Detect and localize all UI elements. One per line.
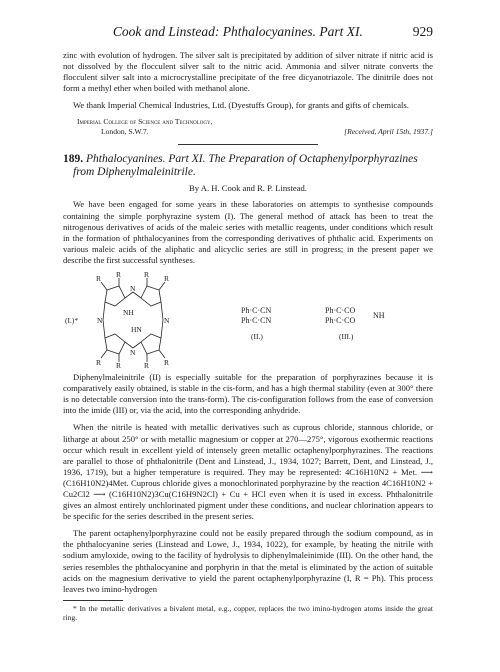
page-number: 929 — [412, 24, 433, 39]
body-paragraph: When the nitrile is heated with metallic derivatives such as cuprous chloride, stannous chloride, or litharge at about 250° or with metallic magnesium or copper at 270—275°, vigorous exothermic reactions occur which result in excellent yield of intensely green metallic octaphenylporphyrazines. The reactions are parallel to those of phthalonitrile (Dent and Linstead, J., 1934, 1027; Barrett, Dent, and Linstead, J., 1936, 1719), but a higher temperature is required. They may be represented: 4C16H10N2 + Met. ⟶ (C16H10N2)4Met. Cuprous chloride gives a monochlorinated porphyrazine by the reaction 4C16H10N2 + Cu2Cl2 ⟶ (C16H10N2)3Cu(C16H9N2Cl) + Cu + HCl even when it is used in excess. Phthalonitrile gives an almost entirely unchlorinated pigment under these conditions, and nuclear chlorination appears to be specific for the series described in the present series. — [63, 422, 433, 522]
imide-nh: NH — [373, 311, 385, 321]
structure-iii — [325, 306, 355, 326]
atom-r: R — [96, 274, 102, 284]
prev-article-paragraph: zinc with evolution of hydrogen. The silver salt is precipitated by addition of silver nitrate if nitric acid is not dissolved by the flocculent silver salt to the nitric acid. Ammonia and silver nitrate converts the flocculent silver salt into a microcrystalline precipitate of the free dicyanotriazole. The dinitrile does not form a methyl ether when boiled with methanol alone. — [63, 50, 433, 94]
chemical-structures — [63, 272, 433, 368]
porphyrazine-structure — [63, 272, 203, 368]
article-number: 189. — [63, 153, 84, 166]
structure-label-iii: (III.) — [339, 332, 354, 342]
atom-r: R — [144, 361, 150, 369]
acknowledgement: We thank Imperial Chemical Industries, Ltd. (Dyestuffs Group), for grants and gifts of chemicals. — [73, 100, 409, 111]
body-paragraph: Diphenylmaleinitrile (II) is especially suitable for the preparation of porphyrazines because it is comparatively easily obtained, is stable in the cis-form, and has a high thermal stability (even at 300° there is no detectable conversion into the trans-form). The cis-configuration follows from the ease of conversion into the imide (III) or, via the acid, into the corresponding anhydride. — [63, 372, 433, 416]
article-title: Phthalocyanines. Part XI. The Preparation of Octaphenylporphyrazines from Diphenylmaleinitrile. — [73, 153, 418, 179]
formula-line: Ph·C·CN — [241, 306, 272, 316]
section-divider — [178, 144, 318, 145]
atom-r: R — [96, 358, 102, 368]
structure-ii — [241, 306, 271, 326]
intro-paragraph: We have been engaged for some years in these laboratories on attempts to synthesise compounds containing the simple porphyrazine system (I). The general method of attack has been to treat the nitrogenous derivatives of acids of the maleic series with metallic reagents, under conditions which result in the formation of phthalocyanines from the corresponding derivatives of phthalic acid. Experiments on various maleic acids of the aliphatic and alicyclic series are still in progress; in the present paper we describe the first successful syntheses. — [63, 199, 433, 265]
affiliation-line-1: Imperial College of Science and Technology, — [77, 117, 213, 127]
byline: By A. H. Cook and R. P. Linstead. — [189, 183, 307, 194]
atom-r: R — [116, 272, 122, 280]
article-title-block — [63, 153, 433, 179]
running-title: Cook and Linstead: Phthalocyanines. Part XI. — [112, 24, 363, 39]
received-date: [Received, April 15th, 1937.] — [344, 127, 433, 137]
running-header — [63, 24, 433, 40]
footnote-rule — [63, 600, 123, 601]
atom-r: R — [116, 361, 122, 369]
formula-line: Ph·C·CN — [241, 316, 272, 326]
atom-r: R — [144, 272, 150, 280]
atom-n: N — [164, 316, 170, 326]
journal-page — [63, 24, 433, 623]
atom-n: N — [130, 348, 136, 358]
affiliation-row — [63, 127, 433, 137]
structure-label-ii: (II.) — [251, 332, 263, 342]
atom-r: R — [164, 274, 170, 284]
formula-line: Ph·C·CO — [325, 306, 356, 316]
atom-hn: HN — [131, 325, 142, 335]
structure-label-i: (I.)* — [65, 316, 79, 326]
atom-nh: NH — [123, 308, 134, 318]
body-paragraph: The parent octaphenylporphyrazine could not be easily prepared through the sodium compound, as in the phthalocyanine series (Linstead and Lowe, J., 1934, 1022), for example, by heating the nitrile with sodium amyloxide, owing to the facility of hydrolysis to diphenylmaleinimide (III). On the other hand, the series resembles the phthalocyanine and porphyrin in that the metal is eliminated by the action of suitable acids on the magnesium derivative to yield the parent octaphenylporphyrazine (I, R = Ph). This process leaves two imino-hydrogen — [63, 528, 433, 594]
atom-n: N — [130, 284, 136, 294]
atom-r: R — [164, 358, 170, 368]
affiliation-line-2: London, S.W.7. — [101, 127, 149, 137]
footnote: * In the metallic derivatives a bivalent metal, e.g., copper, replaces the two imino-hydrogen atoms inside the great ring. — [63, 603, 433, 623]
atom-n: N — [97, 316, 103, 326]
formula-line: Ph·C·CO — [325, 316, 356, 326]
